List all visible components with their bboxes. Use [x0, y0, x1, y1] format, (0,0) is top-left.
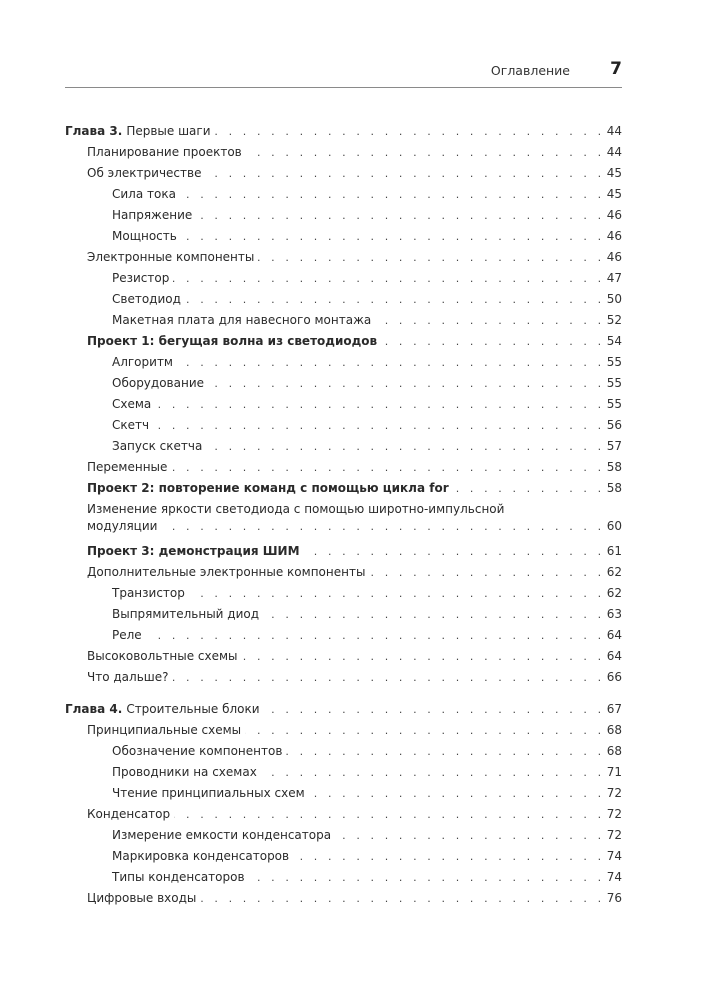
dot-leader [174, 804, 605, 825]
toc-entry[interactable] [65, 583, 622, 604]
page-ref: 61 [606, 544, 622, 558]
page-ref: 72 [606, 828, 622, 842]
toc-entry[interactable] [65, 457, 622, 478]
dot-leader [263, 604, 605, 625]
toc-entry[interactable] [65, 518, 622, 537]
toc-chapter-heading[interactable] [65, 699, 622, 720]
entry-title: Переменные [87, 460, 168, 474]
entry-title: Резистор [112, 271, 170, 285]
entry-title: Маркировка конденсаторов [112, 849, 290, 863]
dot-leader [264, 699, 605, 720]
dot-leader [189, 583, 605, 604]
toc-entry[interactable] [65, 415, 622, 436]
dot-leader [177, 352, 605, 373]
entry-title: Скетч [112, 418, 150, 432]
page-ref: 45 [606, 166, 622, 180]
entry-title: Цифровые входы [87, 891, 197, 905]
entry-title: Принципиальные схемы [87, 723, 242, 737]
page-ref: 72 [606, 807, 622, 821]
chapter-number: Глава 3. [65, 124, 123, 138]
entry-title: Схема [112, 397, 152, 411]
page-ref: 76 [606, 891, 622, 905]
dot-leader [146, 625, 605, 646]
toc-project-entry[interactable] [65, 331, 622, 352]
toc-entry[interactable] [65, 741, 622, 762]
entry-title: Выпрямительный диод [112, 607, 260, 621]
page-ref: 44 [606, 145, 622, 159]
dot-leader [153, 415, 605, 436]
page-ref: 46 [606, 250, 622, 264]
toc-project-entry[interactable] [65, 478, 622, 499]
page-ref: 44 [606, 124, 622, 138]
dot-leader [173, 268, 604, 289]
entry-title: Оборудование [112, 376, 204, 390]
page-ref: 62 [606, 565, 622, 579]
page-ref: 71 [606, 765, 622, 779]
dot-leader [309, 783, 605, 804]
dot-leader [181, 226, 605, 247]
dot-leader [293, 846, 605, 867]
entry-title: Алгоритм [112, 355, 173, 369]
toc-entry[interactable] [65, 184, 622, 205]
page-ref: 55 [606, 397, 622, 411]
toc-chapter [65, 699, 622, 909]
page-ref: 62 [606, 586, 622, 600]
entry-title: Мощность [112, 229, 177, 243]
dot-leader [242, 646, 605, 667]
page-ref: 74 [606, 849, 622, 863]
entry-title: Измерение емкости конденсатора [112, 828, 332, 842]
page-ref: 60 [606, 519, 622, 533]
page-ref: 57 [606, 439, 622, 453]
dot-leader [286, 741, 604, 762]
dot-leader [304, 541, 605, 562]
dot-leader [246, 142, 605, 163]
page-ref: 54 [606, 334, 622, 348]
entry-title: Конденсатор [87, 807, 171, 821]
toc-entry[interactable] [65, 720, 622, 741]
entry-title: Запуск скетча [112, 439, 203, 453]
toc-entry[interactable] [65, 667, 622, 688]
entry-title: Проводники на схемах [112, 765, 257, 779]
dot-leader [261, 762, 605, 783]
dot-leader [215, 121, 605, 142]
page-ref: 67 [606, 702, 622, 716]
toc-entry[interactable] [65, 646, 622, 667]
table-of-contents [65, 121, 622, 920]
toc-entry[interactable] [65, 867, 622, 888]
page-ref: 58 [606, 460, 622, 474]
dot-leader [171, 457, 604, 478]
entry-title: Типы конденсаторов [112, 870, 245, 884]
page-ref: 56 [606, 418, 622, 432]
entry-title: Электронные компоненты [87, 250, 255, 264]
toc-entry[interactable] [65, 226, 622, 247]
toc-entry[interactable] [65, 825, 622, 846]
dot-leader [206, 436, 604, 457]
dot-leader [375, 310, 604, 331]
entry-title: Светодиод [112, 292, 181, 306]
toc-entry[interactable] [65, 625, 622, 646]
page-ref: 64 [606, 649, 622, 663]
dot-leader [185, 289, 605, 310]
toc-entry[interactable] [65, 436, 622, 457]
toc-chapter-heading[interactable] [65, 121, 622, 142]
page-ref: 52 [606, 313, 622, 327]
toc-entry[interactable] [65, 205, 622, 226]
page-number: 7 [610, 59, 622, 79]
toc-entry[interactable] [65, 289, 622, 310]
entry-title: Высоковольтные схемы [87, 649, 238, 663]
entry-title: Реле [112, 628, 142, 642]
dot-leader [208, 373, 605, 394]
toc-entry[interactable] [65, 394, 622, 415]
toc-entry[interactable] [65, 783, 622, 804]
entry-title: Сила тока [112, 187, 176, 201]
dot-leader [196, 205, 604, 226]
toc-entry-first-line: Изменение яркости светодиода с помощью широтно-импульсной [87, 502, 505, 516]
page-ref: 64 [606, 628, 622, 642]
dot-leader [335, 825, 605, 846]
entry-title: Транзистор [112, 586, 185, 600]
page-ref: 47 [606, 271, 622, 285]
dot-leader [200, 888, 604, 909]
running-header [65, 60, 622, 88]
page-ref: 45 [606, 187, 622, 201]
toc-entry[interactable] [65, 604, 622, 625]
header-title: Оглавление [490, 63, 570, 78]
toc-entry[interactable] [65, 562, 622, 583]
toc-entry[interactable] [65, 163, 622, 184]
toc-entry[interactable] [65, 888, 622, 909]
toc-entry[interactable] [65, 846, 622, 867]
dot-leader [161, 518, 604, 535]
page-ref: 55 [606, 376, 622, 390]
page-ref: 50 [606, 292, 622, 306]
page-ref: 72 [606, 786, 622, 800]
page-ref: 55 [606, 355, 622, 369]
page-ref: 74 [606, 870, 622, 884]
dot-leader [155, 394, 604, 415]
dot-leader [453, 478, 605, 499]
chapter-title: Строительные блоки [126, 702, 260, 716]
toc-entry[interactable] [65, 247, 622, 268]
chapter-title: Первые шаги [126, 124, 211, 138]
dot-leader [180, 184, 605, 205]
entry-title: Обозначение компонентов [112, 744, 283, 758]
entry-title: Дополнительные электронные компоненты [87, 565, 366, 579]
dot-leader [205, 163, 604, 184]
page-ref: 46 [606, 229, 622, 243]
page-ref: 66 [606, 670, 622, 684]
toc-entry[interactable] [65, 142, 622, 163]
page-ref: 46 [606, 208, 622, 222]
toc-project-entry[interactable] [65, 541, 622, 562]
chapter-number: Глава 4. [65, 702, 123, 716]
entry-title: Об электричестве [87, 166, 202, 180]
dot-leader [369, 562, 604, 583]
page-ref: 68 [606, 744, 622, 758]
entry-title: Макетная плата для навесного монтажа [112, 313, 372, 327]
toc-entry[interactable] [65, 268, 622, 289]
dot-leader [258, 247, 604, 268]
toc-entry[interactable] [65, 310, 622, 331]
entry-title: Проект 1: бегущая волна из светодиодов [87, 334, 378, 348]
dot-leader [173, 667, 605, 688]
page-ref: 63 [606, 607, 622, 621]
entry-title: Чтение принципиальных схем [112, 786, 305, 800]
entry-title: Напряжение [112, 208, 193, 222]
toc-entry[interactable] [65, 804, 622, 825]
dot-leader [381, 331, 605, 352]
page-ref: 58 [606, 481, 622, 495]
dot-leader [245, 720, 605, 741]
toc-entry[interactable] [65, 762, 622, 783]
toc-entry[interactable] [65, 373, 622, 394]
toc-chapter [65, 121, 622, 688]
entry-title: модуляции [87, 519, 158, 533]
dot-leader [249, 867, 605, 888]
entry-title: Что дальше? [87, 670, 169, 684]
entry-title: Проект 3: демонстрация ШИМ [87, 544, 300, 558]
entry-title: Проект 2: повторение команд с помощью цикла for [87, 481, 449, 495]
entry-title: Планирование проектов [87, 145, 242, 159]
toc-entry[interactable] [65, 352, 622, 373]
page-ref: 68 [606, 723, 622, 737]
